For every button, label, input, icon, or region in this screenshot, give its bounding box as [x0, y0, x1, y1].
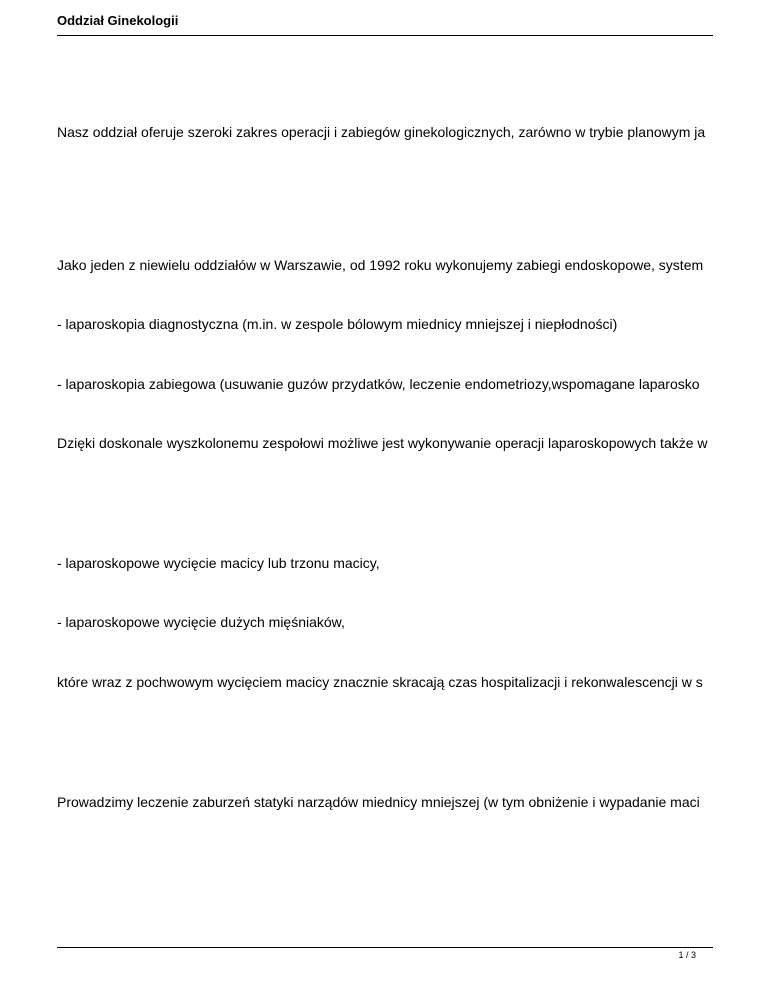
- page-footer: [57, 947, 713, 960]
- list-item-surgical-laparoscopy: - laparoskopia zabiegowa (usuwanie guzów przydatków, leczenie endometriozy,wspomagane laparosko: [57, 376, 700, 392]
- paragraph-endoscopy: Jako jeden z niewielu oddziałów w Warszawie, od 1992 roku wykonujemy zabiegi endoskopowe, system: [57, 257, 704, 273]
- list-item-hysterectomy: - laparoskopowe wycięcie macicy lub trzonu macicy,: [57, 555, 380, 571]
- list-item-diagnostic-laparoscopy: - laparoskopia diagnostyczna (m.in. w zespole bólowym miednicy mniejszej i niepłodności): [57, 316, 618, 332]
- list-item-myoma-removal: - laparoskopowe wycięcie dużych mięśniaków,: [57, 614, 345, 630]
- paragraph-recovery: które wraz z pochwowym wycięciem macicy znacznie skracają czas hospitalizacji i rekonwalescencji w s: [57, 674, 703, 690]
- page-number: 1 / 3: [678, 950, 696, 960]
- header-title: Oddział Ginekologii: [57, 13, 179, 28]
- paragraph-pelvic-statics: Prowadzimy leczenie zaburzeń statyki narządów miednicy mniejszej (w tym obniżenie i wypadanie maci: [57, 794, 700, 810]
- paragraph-team: Dzięki doskonale wyszkolonemu zespołowi możliwe jest wykonywanie operacji laparoskopowych także w: [57, 435, 708, 451]
- paragraph-intro: Nasz oddział oferuje szeroki zakres operacji i zabiegów ginekologicznych, zarówno w trybie planowym ja: [57, 124, 706, 140]
- page-header: [57, 10, 713, 36]
